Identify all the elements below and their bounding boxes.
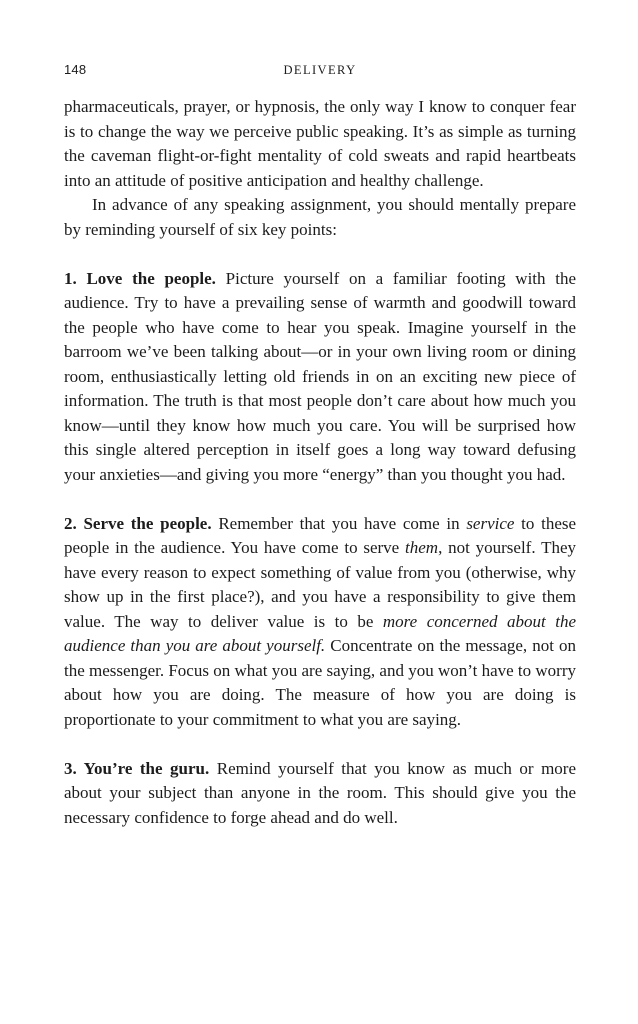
key-point-2-emphasis-a: service: [466, 513, 515, 533]
key-point-2-text-a: Remember that you have come in: [218, 513, 460, 533]
running-head: DELIVERY: [283, 63, 357, 77]
key-point-1-text: Picture yourself on a familiar footing with the audience. Try to have a prevailing sense of warmth and goodwill toward the people who have come to hear you speak. Imagine yourself in the barroom we’ve been talking about—or in your own living room or dining room, enthusiastically letting old friends in on an exciting new piece of information. The truth is that most people don’t care about how much you know—until they know how much you care. You will be surprised how this single altered perception in itself goes a long way toward defusing your anxieties—and giving you more “energy” than you thought you had.: [64, 268, 576, 484]
page-number: 148: [64, 62, 87, 77]
key-point-2-heading: 2. Serve the people.: [64, 513, 212, 533]
key-point-2: [64, 512, 576, 733]
page-body: [64, 95, 576, 830]
key-point-2-text-b: to these people in the audience. You have come to serve: [64, 513, 577, 557]
key-point-2-emphasis-c: more concerned about the audience than you are about yourself.: [64, 611, 576, 655]
key-point-2-text-c: , not yourself. They have every reason to expect something of value from you (otherwise, why show up in the first place?), and you have a responsibility to give them value. The way to deliver value is to be: [64, 538, 577, 631]
key-point-3-text: Remind yourself that you know as much or more about your subject than anyone in the room. This should give you the necessary confidence to forge ahead and do well.: [64, 758, 577, 827]
key-point-3: [64, 757, 576, 831]
key-point-2-text-d: Concentrate on the message, not on the messenger. Focus on what you are saying, and you won’t have to worry about how you are doing. The measure of how you are doing is proportionate to your commitment to what you are saying.: [64, 636, 576, 729]
key-point-2-emphasis-b: them: [405, 538, 439, 557]
paragraph-intro: In advance of any speaking assignment, you should mentally prepare by reminding yourself of six key points:: [64, 195, 576, 239]
key-point-1-heading: 1. Love the people.: [64, 268, 216, 288]
paragraph-continued: pharmaceuticals, prayer, or hypnosis, the only way I know to conquer fear is to change the way we perceive public speaking. It’s as simple as turning the caveman flight-or-fight mentality of cold sweats and rapid heartbeats into an attitude of positive anticipation and healthy challenge.: [64, 97, 576, 190]
key-point-3-heading: 3. You’re the guru.: [64, 758, 210, 778]
page-header: [64, 62, 576, 82]
key-point-1: [64, 267, 576, 488]
